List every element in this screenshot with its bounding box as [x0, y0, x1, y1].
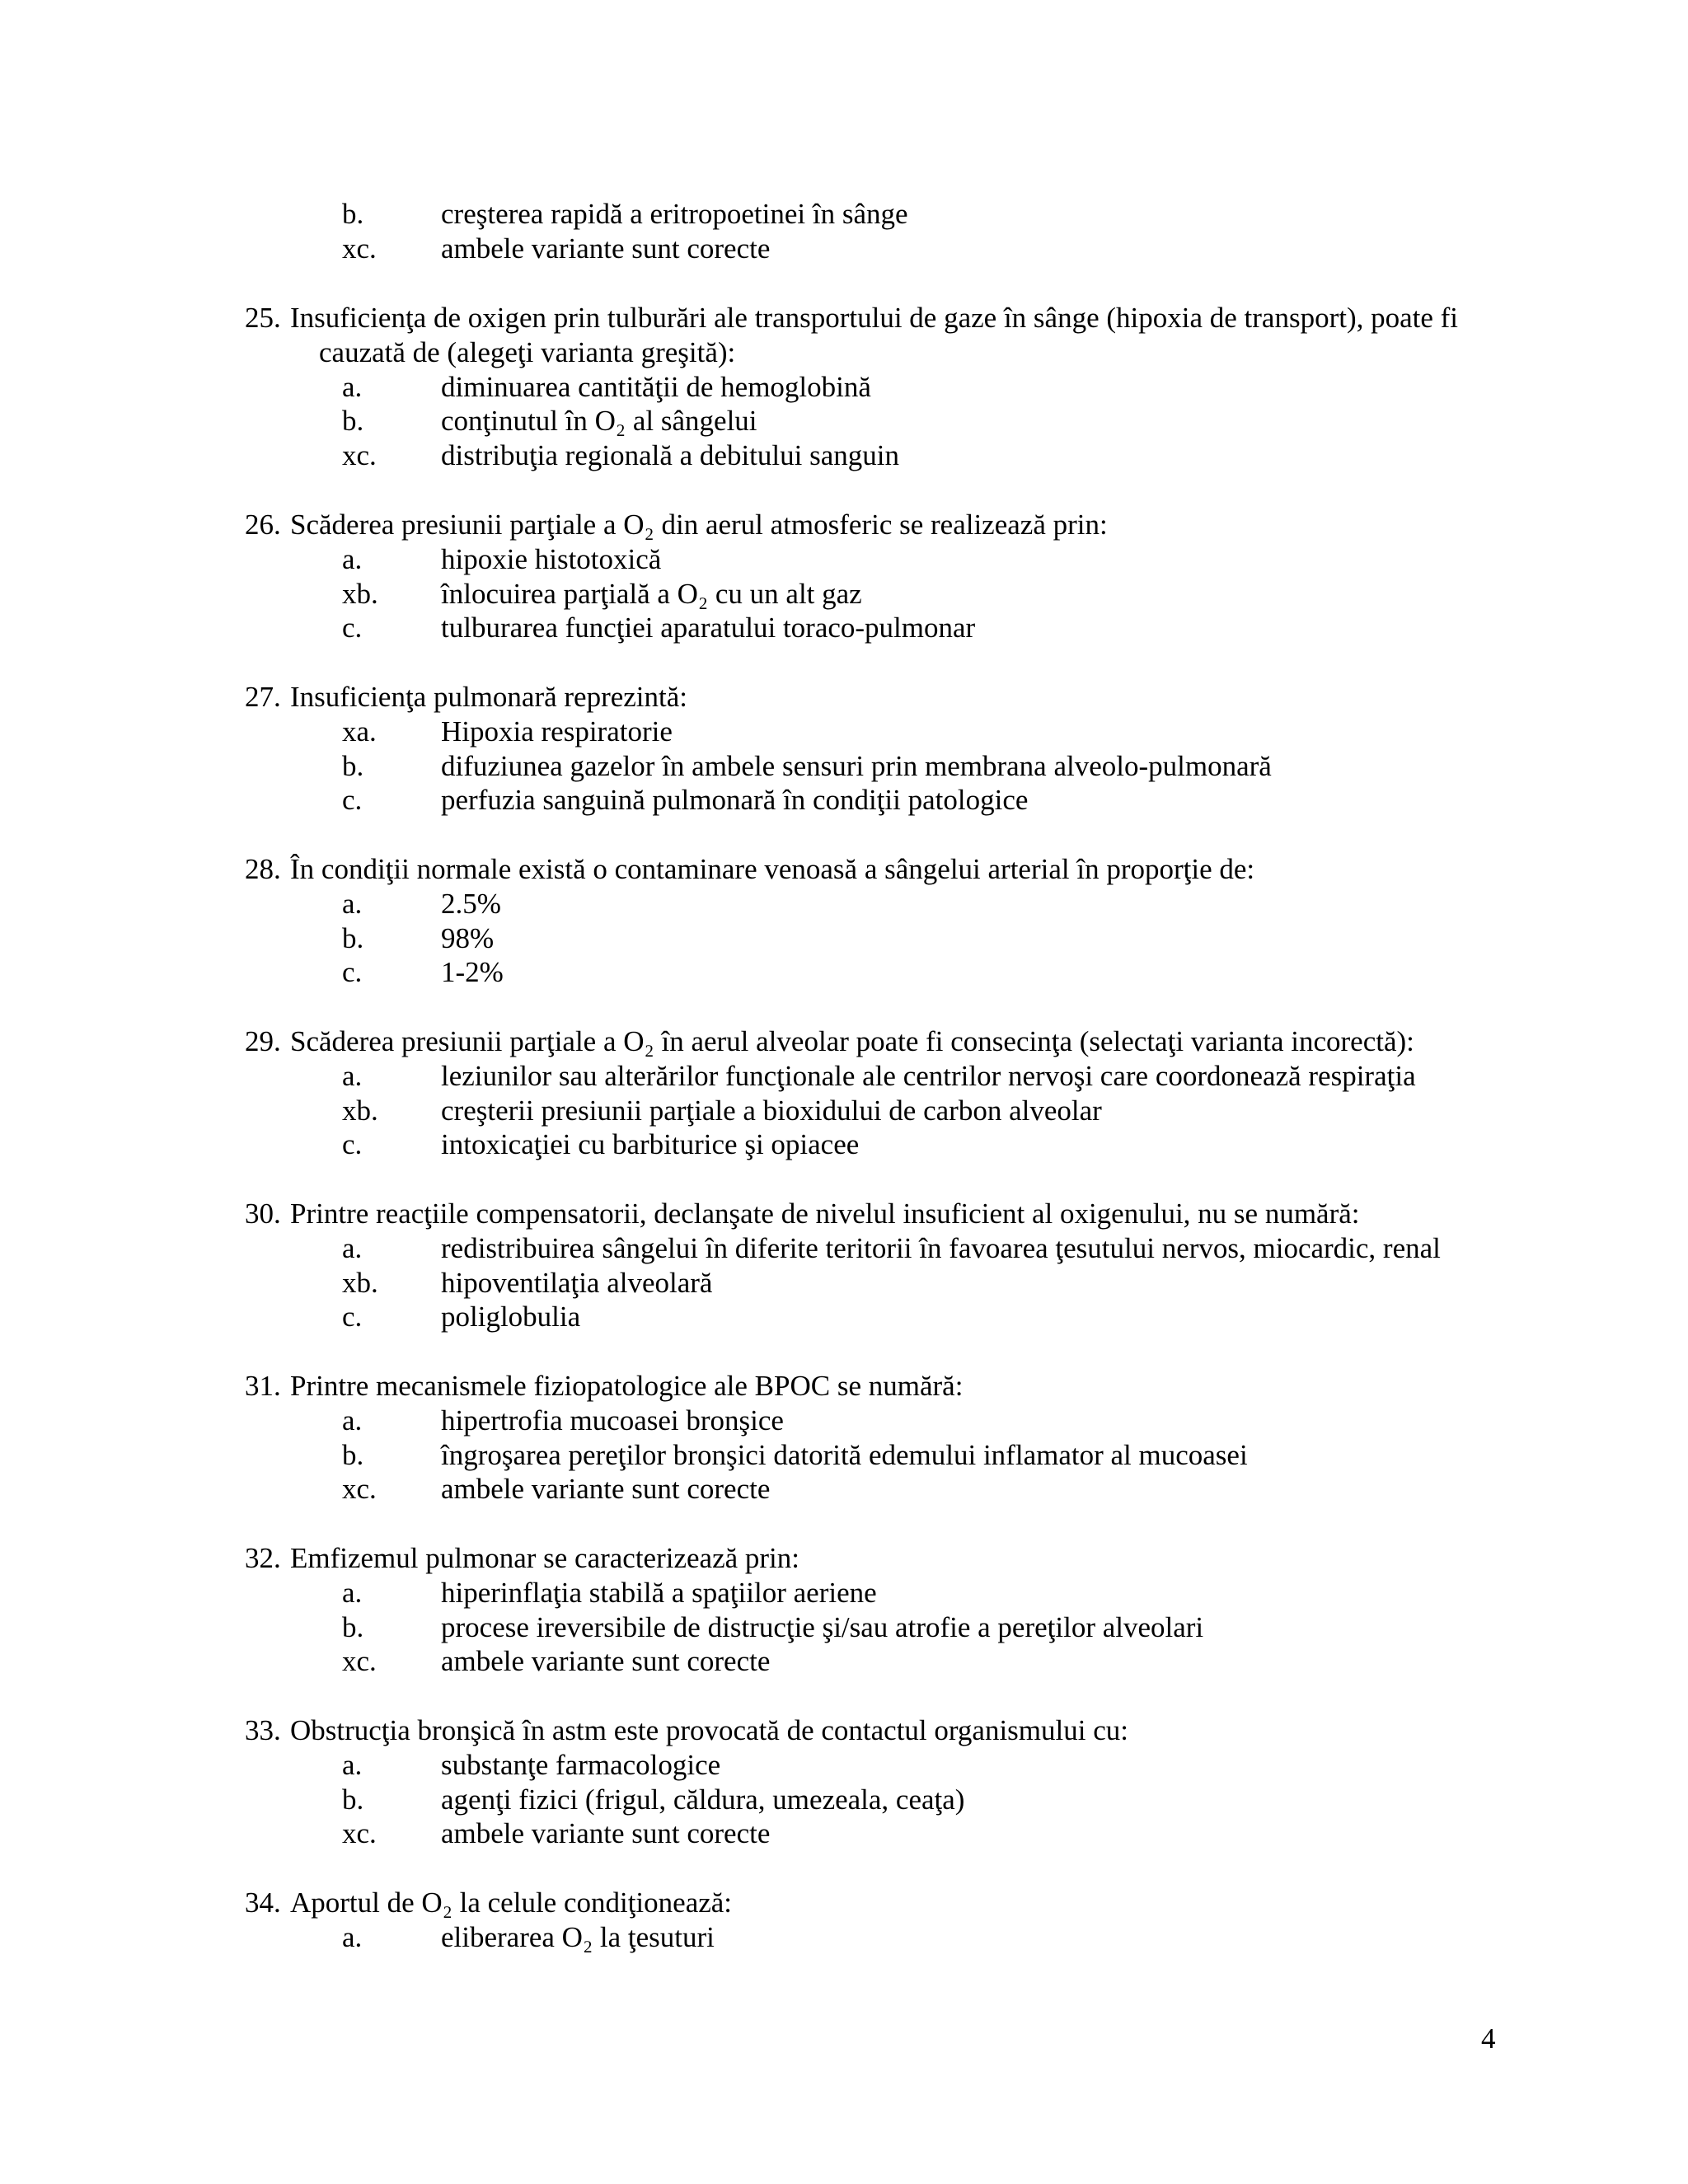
question-text-continuation: cauzată de (alegeţi varianta greşită): — [319, 335, 736, 368]
option-letter: c. — [342, 784, 363, 817]
question-block — [0, 680, 1688, 818]
answer-option — [0, 921, 1688, 956]
option-text: îngroşarea pereţilor bronşici datorită edemului inflamator al mucoasei — [441, 1438, 1248, 1471]
option-text: 2.5% — [441, 887, 501, 920]
option-letter: b. — [342, 1783, 364, 1816]
question-number: 34. — [245, 1886, 281, 1919]
option-letter: xc. — [342, 1645, 377, 1678]
question-number: 27. — [245, 681, 281, 713]
answer-option — [0, 1127, 1688, 1162]
question-block — [0, 852, 1688, 990]
question-line — [0, 1541, 1688, 1576]
question-number: 31. — [245, 1370, 281, 1402]
option-text: hiperinflaţia stabilă a spaţiilor aeriene — [441, 1576, 877, 1609]
option-letter: c. — [342, 1301, 363, 1333]
question-number: 32. — [245, 1542, 281, 1574]
answer-option — [0, 611, 1688, 645]
answer-option — [0, 542, 1688, 577]
question-line — [0, 1886, 1688, 1920]
option-letter: c. — [342, 612, 363, 644]
option-letter: a. — [342, 542, 363, 575]
option-letter: a. — [342, 1576, 363, 1609]
question-text: Printre mecanismele fiziopatologice ale BPOC se numără: — [290, 1370, 964, 1402]
option-letter: xc. — [342, 232, 377, 265]
question-text: Printre reacţiile compensatorii, declanşate de nivelul insuficient al oxigenului, nu se numără: — [290, 1197, 1360, 1230]
option-text: hipoventilaţia alveolară — [441, 1266, 713, 1299]
option-letter: xa. — [342, 715, 377, 748]
question-line — [0, 1369, 1688, 1404]
question-text: Insuficienţa de oxigen prin tulburări ale transportului de gaze în sânge (hipoxia de transport), poate fi — [290, 302, 1459, 334]
question-text: Insuficienţa pulmonară reprezintă: — [290, 681, 688, 713]
option-letter: xb. — [342, 1094, 378, 1127]
question-number: 29. — [245, 1025, 281, 1057]
question-number: 30. — [245, 1197, 281, 1230]
option-text: ambele variante sunt corecte — [441, 1817, 771, 1850]
option-letter: a. — [342, 1920, 363, 1953]
question-text: Scăderea presiunii parţiale a O₂ din aerul atmosferic se realizează prin: — [290, 509, 1108, 541]
option-letter: b. — [342, 198, 364, 230]
question-block — [0, 1713, 1688, 1851]
option-letter: b. — [342, 405, 364, 438]
question-text: Emfizemul pulmonar se caracterizează prin: — [290, 1542, 800, 1574]
option-text: creşterea rapidă a eritropoetinei în sânge — [441, 198, 908, 230]
option-text: intoxicaţiei cu barbiturice şi opiacee — [441, 1128, 860, 1161]
answer-option — [0, 1059, 1688, 1094]
option-text: difuziunea gazelor în ambele sensuri prin membrana alveolo-pulmonară — [441, 749, 1272, 782]
option-text: hipoxie histotoxică — [441, 542, 662, 575]
option-letter: xc. — [342, 1817, 377, 1850]
answer-option — [0, 1576, 1688, 1610]
option-text: procese ireversibile de distrucţie şi/sau atrofie a pereţilor alveolari — [441, 1610, 1204, 1643]
question-block — [0, 301, 1688, 473]
question-block — [0, 1886, 1688, 1955]
answer-option — [0, 887, 1688, 921]
answer-option — [0, 1472, 1688, 1507]
question-line — [0, 301, 1688, 335]
answer-option — [0, 232, 1688, 266]
answer-option — [0, 1783, 1688, 1817]
answer-option — [0, 715, 1688, 749]
option-text: conţinutul în O₂ al sângelui — [441, 405, 757, 438]
option-text: agenţi fizici (frigul, căldura, umezeala, ceaţa) — [441, 1783, 965, 1816]
question-line — [0, 335, 1688, 370]
answer-option — [0, 1816, 1688, 1851]
answer-option — [0, 404, 1688, 438]
answer-option — [0, 438, 1688, 473]
option-letter: c. — [342, 1128, 363, 1161]
option-text: ambele variante sunt corecte — [441, 1645, 771, 1678]
answer-option — [0, 577, 1688, 612]
answer-option — [0, 955, 1688, 990]
question-number: 28. — [245, 853, 281, 885]
question-text: În condiţii normale există o contaminare venoasă a sângelui arterial în proporţie de: — [290, 853, 1255, 885]
question-block — [0, 1369, 1688, 1507]
option-letter: b. — [342, 1610, 364, 1643]
option-letter: xc. — [342, 439, 377, 472]
question-block — [0, 508, 1688, 645]
option-letter: xc. — [342, 1473, 377, 1506]
option-text: ambele variante sunt corecte — [441, 1473, 771, 1506]
question-block — [0, 1024, 1688, 1162]
option-text: hipertrofia mucoasei bronşice — [441, 1404, 784, 1436]
question-number: 25. — [245, 302, 281, 334]
question-number: 26. — [245, 509, 281, 541]
option-text: distribuţia regională a debitului sanguin — [441, 439, 899, 472]
option-letter: xb. — [342, 577, 378, 610]
question-line — [0, 680, 1688, 715]
option-text: 98% — [441, 921, 495, 954]
option-text: redistribuirea sângelui în diferite teritorii în favoarea ţesutului nervos, miocardic, renal — [441, 1231, 1441, 1264]
answer-option — [0, 370, 1688, 405]
answer-option — [0, 1300, 1688, 1334]
answer-option — [0, 1748, 1688, 1783]
option-letter: b. — [342, 1438, 364, 1471]
question-line — [0, 1713, 1688, 1748]
option-text: substanţe farmacologice — [441, 1748, 721, 1781]
answer-option — [0, 197, 1688, 232]
option-letter: a. — [342, 1748, 363, 1781]
question-line — [0, 852, 1688, 887]
answer-option — [0, 1644, 1688, 1679]
option-letter: b. — [342, 749, 364, 782]
answer-option — [0, 1094, 1688, 1128]
question-number: 33. — [245, 1714, 281, 1746]
option-letter: a. — [342, 1059, 363, 1092]
answer-option — [0, 749, 1688, 784]
option-text: ambele variante sunt corecte — [441, 232, 771, 265]
option-letter: b. — [342, 921, 364, 954]
answer-option — [0, 1266, 1688, 1301]
option-text: Hipoxia respiratorie — [441, 715, 673, 748]
option-text: leziunilor sau alterărilor funcţionale ale centrilor nervoşi care coordonează respiraţia — [441, 1059, 1416, 1092]
option-text: perfuzia sanguină pulmonară în condiţii patologice — [441, 784, 1029, 817]
option-letter: a. — [342, 1404, 363, 1436]
option-text: diminuarea cantităţii de hemoglobină — [441, 370, 871, 403]
answer-option — [0, 783, 1688, 818]
option-letter: a. — [342, 1231, 363, 1264]
option-letter: xb. — [342, 1266, 378, 1299]
option-text: înlocuirea parţială a O₂ cu un alt gaz — [441, 577, 862, 610]
question-line — [0, 508, 1688, 542]
question-block — [0, 1197, 1688, 1334]
answer-option — [0, 1610, 1688, 1645]
answer-option — [0, 1920, 1688, 1955]
answer-option — [0, 1404, 1688, 1438]
question-line — [0, 1024, 1688, 1059]
question-line — [0, 1197, 1688, 1231]
answer-option — [0, 1231, 1688, 1266]
option-letter: c. — [342, 956, 363, 989]
option-text: 1-2% — [441, 956, 504, 989]
option-text: poliglobulia — [441, 1301, 581, 1333]
page-number: 4 — [1481, 2022, 1496, 2055]
option-text: tulburarea funcţiei aparatului toraco-pulmonar — [441, 612, 976, 644]
answer-option — [0, 1438, 1688, 1473]
option-text: creşterii presiunii parţiale a bioxidului de carbon alveolar — [441, 1094, 1102, 1127]
question-text: Obstrucţia bronşică în astm este provocată de contactul organismului cu: — [290, 1714, 1128, 1746]
question-continuation-block — [0, 197, 1688, 266]
question-block — [0, 1541, 1688, 1679]
question-text: Aportul de O₂ la celule condiţionează: — [290, 1886, 733, 1919]
option-text: eliberarea O₂ la ţesuturi — [441, 1920, 715, 1953]
option-letter: a. — [342, 370, 363, 403]
option-letter: a. — [342, 887, 363, 920]
question-text: Scăderea presiunii parţiale a O₂ în aerul alveolar poate fi consecinţa (selectaţi varianta incorectă): — [290, 1025, 1414, 1057]
